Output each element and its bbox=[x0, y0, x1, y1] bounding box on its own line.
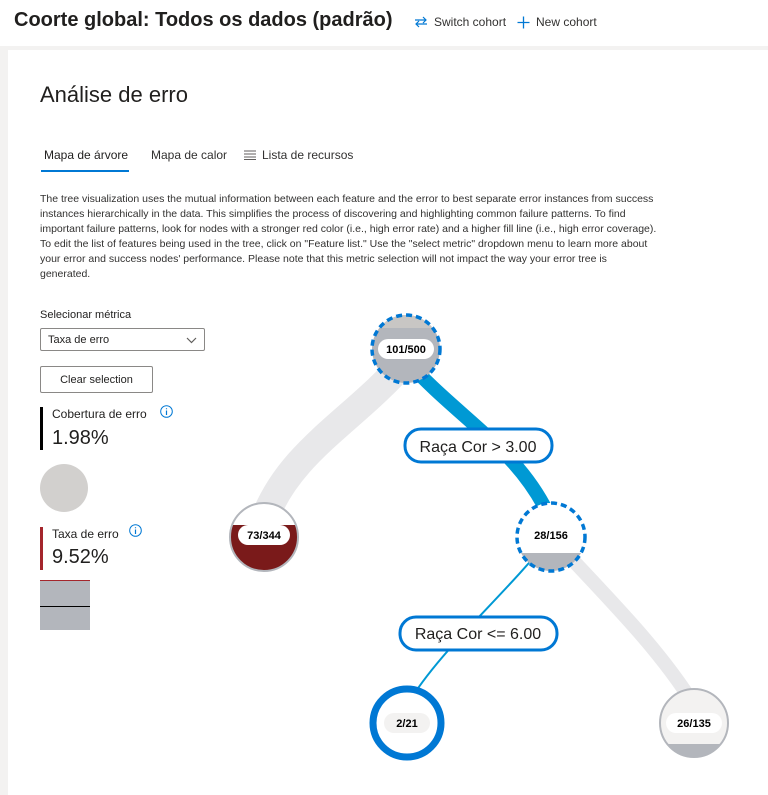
node-label: 26/135 bbox=[677, 718, 711, 730]
tab-feature-list-label: Lista de recursos bbox=[262, 148, 354, 162]
tree-node-right-left[interactable] bbox=[373, 689, 441, 757]
new-cohort-label: New cohort bbox=[536, 15, 597, 29]
split-condition-1 bbox=[405, 429, 552, 462]
section-title: Análise de erro bbox=[40, 82, 188, 107]
metric-dropdown-value: Taxa de erro bbox=[48, 334, 110, 346]
tree-node-right[interactable] bbox=[517, 503, 585, 571]
error-rate-label: Taxa de erro bbox=[52, 527, 119, 541]
tab-heat-map[interactable]: Mapa de calor bbox=[151, 148, 228, 162]
node-label: 2/21 bbox=[396, 718, 418, 730]
coverage-value: 1.98% bbox=[52, 427, 109, 449]
switch-cohort-label: Switch cohort bbox=[434, 15, 507, 29]
tab-tree-map[interactable]: Mapa de árvore bbox=[44, 148, 129, 162]
clear-selection-button[interactable]: Clear selection bbox=[40, 366, 153, 393]
split-condition-2 bbox=[400, 617, 557, 650]
tree-node-left[interactable] bbox=[230, 503, 298, 571]
error-rate-value: 9.52% bbox=[52, 546, 109, 568]
node-label: 28/156 bbox=[534, 530, 568, 542]
coverage-label: Cobertura de erro bbox=[52, 407, 147, 421]
tree-node-root[interactable] bbox=[372, 315, 440, 383]
tree-description: The tree visualization uses the mutual information between each feature and the error to best separate error instances from success instances hierarchically in the data. This simplifies the process of discovering and highlighting common failure patterns. To find important failure patterns, look for nodes with a stronger red color (i.e., high error rate) and a higher fill line (i.e., high error coverage). To edit the list of features being used in the tree, click on "Feature list." Use the "select metric" dropdown menu to learn more about your error and success nodes' performance. Please note that this metric selection will not impact the way your error tree is generated. bbox=[40, 193, 657, 280]
tree-node-right-right[interactable] bbox=[660, 689, 728, 757]
cohort-title: Coorte global: Todos os dados (padrão) bbox=[14, 9, 393, 31]
select-metric-label: Selecionar métrica bbox=[40, 309, 132, 321]
tree-link[interactable] bbox=[264, 360, 406, 520]
node-label: 73/344 bbox=[247, 530, 281, 542]
split-condition-label: Raça Cor > 3.00 bbox=[419, 439, 537, 456]
node-label: 101/500 bbox=[386, 344, 426, 356]
split-condition-label: Raça Cor <= 6.00 bbox=[414, 626, 542, 643]
